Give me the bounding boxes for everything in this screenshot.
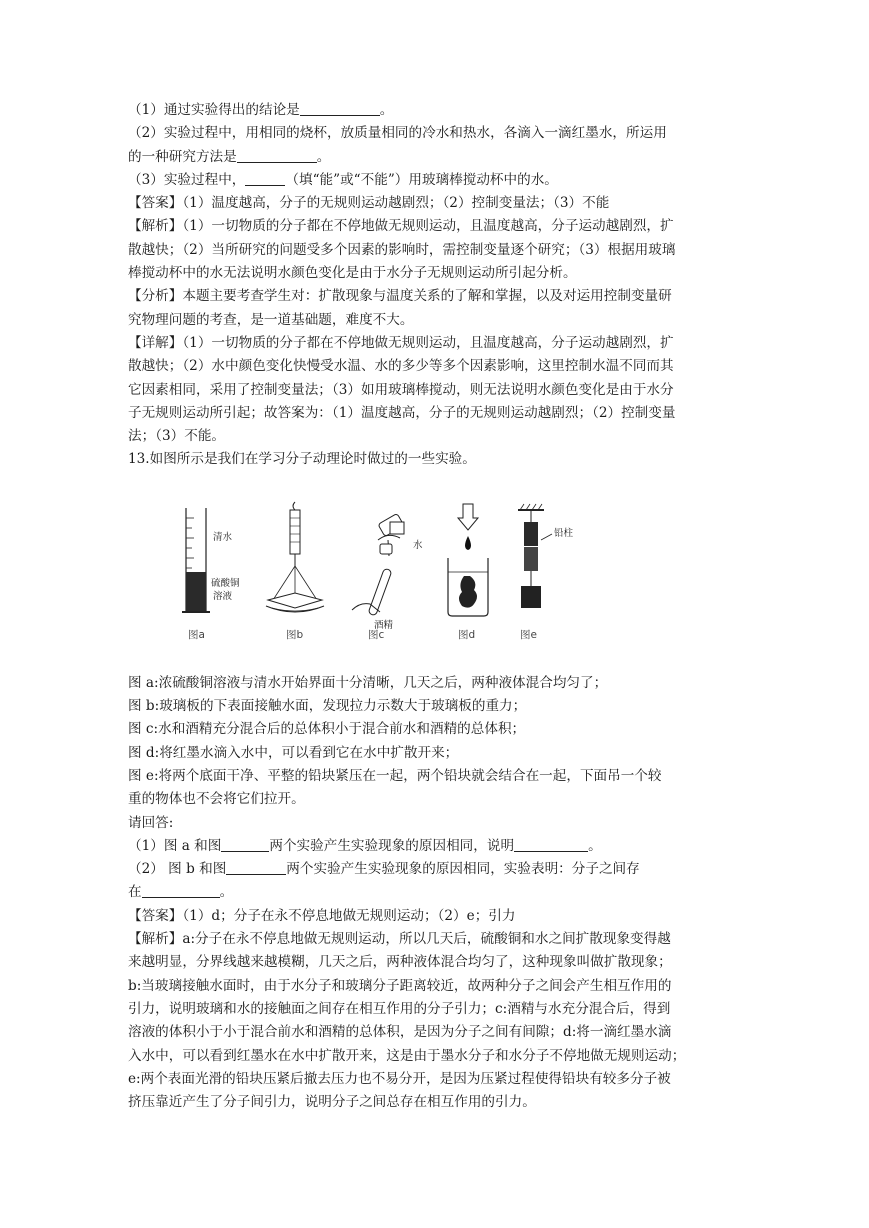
q12-detail-line: 【详解】（1）一切物质的分子都在不停地做无规则运动，且温度越高，分子运动越剧烈，扩 <box>128 334 674 351</box>
q13-desc-line: 图 b:玻璃板的下表面接触水面，发现拉力示数大于玻璃板的重力； <box>128 698 527 715</box>
q12-sub2-line1: （2）实验过程中，用相同的烧杯，放质量相同的冷水和热水，各滴入一滴红墨水，所运用 <box>128 125 667 142</box>
q12-fenxi-line: 究物理问题的考查，是一道基础题，难度不大。 <box>128 311 414 328</box>
answer-blank <box>514 837 588 852</box>
q13-sub2: （2） 图 b 和图 两个实验产生实验现象的原因相同，实验表明：分子之间存 <box>128 861 640 878</box>
q12-detail-line: 散越快；（2）水中颜色变化快慢受水温、水的多少等多个因素影响，这里控制水温不同而其 <box>128 358 674 375</box>
answer-blank <box>245 171 285 186</box>
q13-desc-line: 图 a:浓硫酸铜溶液与清水开始界面十分清晰，几天之后，两种液体混合均匀了； <box>128 674 608 691</box>
answer-blank <box>221 837 269 852</box>
figure-c-pouring <box>352 513 423 641</box>
q13-analysis-line: 溶液的体积小于小于混合前水和酒精的总体积，是因为分子之间有间隙；d:将一滴红墨水滴 <box>128 1024 672 1041</box>
q13-analysis-line: 引力，说明玻璃和水的接触面之间存在相互作用的分子引力；c:酒精与水充分混合后，得到 <box>128 1000 671 1017</box>
q13-analysis-line: 挤压靠近产生了分子间引力，说明分子之间总存在相互作用的引力。 <box>128 1094 536 1111</box>
q13-sub1: （1）图 a 和图 两个实验产生实验现象的原因相同，说明 。 <box>128 837 602 854</box>
q12-sub2-line2: 的一种研究方法是 。 <box>128 148 331 165</box>
figure-a-cylinder <box>182 508 240 641</box>
caption-c: 图c <box>368 629 385 641</box>
q12-sub1: （1）通过实验得出的结论是 。 <box>128 102 394 118</box>
label-rongye: 溶液 <box>213 591 233 602</box>
answer-blank <box>237 148 317 163</box>
caption-d: 图d <box>458 629 476 641</box>
caption-b: 图b <box>286 629 304 641</box>
q13-analysis-line: 入水中，可以看到红墨水在水中扩散开来，这是由于墨水分子和水分子不停地做无规则运动； <box>128 1047 686 1064</box>
q13-desc-line: 图 e:将两个底面干净、平整的铅块紧压在一起，两个铅块就会结合在一起，下面吊一个较 <box>128 767 662 784</box>
q12-detail-line: 法；（3）不能。 <box>128 428 226 445</box>
q13-analysis-line: b:当玻璃接触水面时，由于水分子和玻璃分子距离较近，故两种分子之间会产生相互作用的 <box>128 977 672 994</box>
q12-analysis-line: 【解析】（1）一切物质的分子都在不停地做无规则运动，且温度越高，分子运动越剧烈，扩 <box>128 218 674 235</box>
label-jiujing: 酒精 <box>374 620 394 631</box>
figure-e-lead-cylinders <box>518 504 574 641</box>
answer-blank <box>300 101 380 116</box>
q13-desc-line: 图 c:水和酒精充分混合后的总体积小于混合前水和酒精的总体积； <box>128 721 526 738</box>
q12-answer: 【答案】（1）温度越高，分子的无规则运动越剧烈；（2）控制变量法；（3）不能 <box>128 195 610 212</box>
caption-e: 图e <box>520 629 537 641</box>
answer-blank <box>226 860 286 875</box>
experiment-figure <box>182 500 582 645</box>
q13-analysis-line: e:两个表面光滑的铅块压紧后撤去压力也不易分开，是因为压紧过程使得铅块有较多分子被 <box>128 1070 671 1087</box>
q13-sub2-cont: 在 。 <box>128 884 234 901</box>
label-liusuantong: 硫酸铜 <box>211 578 240 589</box>
q12-detail-line: 它因素相同，采用了控制变量法；（3）如用玻璃棒搅动，则无法说明水颜色变化是由于水分 <box>128 381 674 398</box>
label-shui-c: 水 <box>413 540 423 551</box>
q12-sub3: （3）实验过程中， （填“能”或“不能”）用玻璃棒搅动杯中的水。 <box>128 171 558 188</box>
q12-fenxi-line: 【分析】本题主要考查学生对：扩散现象与温度关系的了解和掌握，以及对运用控制变量研 <box>128 288 672 305</box>
q13-analysis-line: 来越明显，分界线越来越模糊，几天之后，两种液体混合均匀了，这种现象叫做扩散现象； <box>128 954 672 971</box>
caption-a: 图a <box>188 629 205 641</box>
q13-desc-line: 重的物体也不会将它们拉开。 <box>128 791 305 808</box>
q12-analysis-line: 散越快；（2）当所研究的问题受多个因素的影响时，需控制变量逐个研究；（3）根据用玻璃 <box>128 241 676 258</box>
label-qingshui: 清水 <box>213 532 233 543</box>
label-qianzhu: 铅柱 <box>554 528 574 539</box>
q13-answer: 【答案】（1）d；分子在永不停息地做无规则运动；（2）e；引力 <box>128 907 516 924</box>
q13-desc-line: 图 d:将红墨水滴入水中，可以看到它在水中扩散开来； <box>128 744 459 761</box>
q13-stem: 13.如图所示是我们在学习分子动理论时做过的一些实验。 <box>128 451 476 468</box>
q13-analysis-line: 【解析】a:分子在永不停息地做无规则运动，所以几天后，硫酸铜和水之间扩散现象变得越 <box>128 931 671 948</box>
answer-blank <box>142 883 220 898</box>
q13-please-answer: 请回答: <box>128 814 174 831</box>
q12-detail-line: 子无规则运动所引起；故答案为：（1）温度越高，分子的无规则运动越剧烈；（2）控制变量 <box>128 404 676 421</box>
figure-b-spring-scale <box>266 502 324 641</box>
figure-d-beaker <box>448 504 488 641</box>
q12-analysis-line: 棒搅动杯中的水无法说明水颜色变化是由于水分子无规则运动所引起分析。 <box>128 265 577 282</box>
